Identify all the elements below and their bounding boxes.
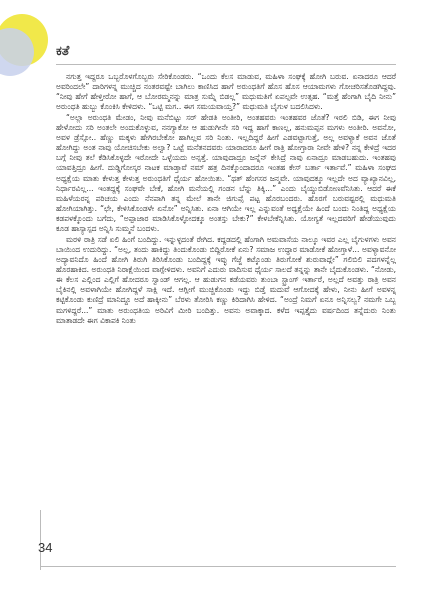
article-body [56,72,396,552]
paragraph: ನಗುತ್ತ ಇದ್ದರೂ ಒಬ್ಬರೊಳಗೊಬ್ಬರು ಸೇರಿಕೊಂಡರು. “ಒಂದು ಕೆಲಸ ಮಾಡುವ, ಮಹಿಳಾ ಸಂಘಕ್ಕೆ ಹೋಗಿ ಬರುವ. ಏನಾದರೂ ಆದರೆ ಅವರಿಂದಲೇ” ದಾರಿಗಳನ್ನ ಮುಚ್ಚಿದ ನಂತರವಷ್ಟೇ ಬಾಗಿಲು ಕಾಣಿಸಿದ ಹಾಗೆ ಅರುಂಧತಿಗೆ ಹೊಸ ಹೊಸ ಆಯಾಮಗಳು ಗೋಚರಿಸತೊಡಗಿದ್ದವು. “ನೀವು ಹೇಗೆ ಹೇಳ್ತೀರೋ ಹಾಗೆ, ಆ ಬೋರಮ್ಮನನ್ನು ಮಾತ್ರ ಸುಮ್ನೆ ಬಿಡಲ್ಲ” ಮಧುಮತಿಗೆ ಏಪಲ್ಪವೇ ಉತ್ಸಹ. “ಮತ್ತೆ ಹೆಂಗಾಗಿ ಬೈದಿ ನೀನು” ಅರುಂಧತಿ ಹುಬ್ಬು ಕೊಂಕಿಸಿ ಕೇಳಿದಳು. “ಒಟ್ಟಿ ಮಗ.. ಈಗ ಸಮಯವಾಯ್ತ?” ಮಧುಮತಿ ಬೈಗುಳ ಬದಲಿಸಿದಳು. [56,72,396,112]
footer-divider [40,566,396,567]
section-title: ಕತೆ [56,44,70,59]
paragraph: “ಅಲ್ಲಾ ಅರುಂಧತಿ ಮೇಡಂ, ನೀವು ಮನೆಬಿಟ್ಟು ಸರ್ ಹೇಡತಿ ಅಂತೀರಿ, ಅಂತಹವರು ಇಂತಹವರ ಜೊತೆ? ಇರಲಿ ಬಿಡಿ, ಈಗ ನೀವು ಹೇಳೋದು ಸರಿ ಅಂತಲೇ ಅಂದುಕೊಳ್ಳುವ, ನನಗ್ಯಾಕೋ ಆ ಹುಡುಗೀನೇ ಸರಿ ಇದ್ದ ಹಾಗೆ ಕಾಣಲ್ಲ, ಹನುಮಪ್ಪನ ಮಗಳು ಅಂತೀರಿ. ಅವನೋ, ಅವಳ ಡ್ರೆಸ್ಸೋ.. ಹೆಣ್ಣು ಮಕ್ಕಳು ಹೇಗಿರಬೇಕೋ ಹಾಗಿಲ್ಲವ ಸರಿ ನಿಂತು. ಇಲ್ಲದಿದ್ದರೆ ಹೀಗೆ ಎಡವಟ್ಟಾಗುತ್ತೆ, ಅಲ್ಲ ಅವಳ್ಯಾಕೆ ಅವನ ಜೊತೆ ಹೋಗಿದ್ದು ಅಂತ ನಾವು ಯೋಚಿಸಬೇಕು ಅಲ್ವಾ? ಒಟ್ಟೆ ಮನೆತನದವರು ಯಾರಾದರೂ ಹೀಗೆ ರಾತ್ರಿ ಹೋಗ್ತಾರಾ ನೀವೇ ಹೇಳಿ? ನನ್ನ ಕೇಳಿದ್ರೆ ಇದರ ಬಗ್ಗೆ ನೀವು ತಲೆ ಕೆಡಿಸಿಕೊಳ್ಳದೇ ಇರೋದೇ ಒಳ್ಳೆಯದು ಅನ್ಸತ್ತೆ. ಯಾವುದಾದ್ರೂ ಜನ್ನೆನ್ ಕೇಸಿದ್ರೆ ನಾವು ಏನಾದ್ರೂ ಮಾಡಬಹುದು. ಇಂತಹವು ಯಾವತ್ತಿದ್ರೂ ಹೀಗೆ. ದುಡ್ಡಿಗೋಸ್ಕರ ನಾಟಕ ಮಾಡ್ತಾವೆ ನಮ್ ಹತ್ರ ದಿನಕ್ಕೊಂದಾದರೂ ಇಂತಹ ಕೇಸ್ ಬರ್ತಾ ಇರ್ತಾವೆ.” ಮಹಿಳಾ ಸಂಘದ ಅಧ್ಯಕ್ಷೆಯ ಮಾತು ಕೇಳುತ್ತ ಕೇಳುತ್ತ ಅರುಂಧತಿಗೆ ಧೈರ್ಯ ಹೋಯಿತು. “ಥತ್ ಹೆಂಗಸರ ಜನ್ಮವೇ. ಯಾವುದಕ್ಕೂ ಇಲ್ಲದೇ ಅದ ವ್ಯಾಖ್ಯಾನವಿಲ್ಲ, ನಿರ್ಧಾರವಿಲ್ಲ... ಇಂತದ್ದಕ್ಕೆ ಸಂಘವೇ ಬೇಕೆ, ಹೋಗಿ ಮನೆಯಲ್ಲಿ ಗಂಡನ ಬೆನ್ನು ತಿಕ್ಕಿ...” ಎಂದು ಬೈಯ್ದುಬಿಡೋಣವೆನಿಸಿತು. ಆದರೆ ಈಕೆ ಮಹಿಳೆಯರನ್ನ ಪರಿಚಯ ಎಂದು ನೆನಪಾಗಿ ತನ್ನ ಮೇಲೆ ತಾನೇ ಜಿಗುಪ್ಸೆ ಪಟ್ಟ ಹೊರಬಂದರು. ಹೊರಗೆ ಬರುವಷ್ಟರಲ್ಲಿ ಮಧುಮತಿ ಹೋಗಿಯಾಗಿತ್ತು. “ಛೇ, ಕೇಳಿಸಿಕೊಂಡಳೇ ಏನೋ” ಅನ್ನಿಸಿತು. ಏನಾ ಆಗಿಯೇ ಇಲ್ಲ ಎನ್ನುವಂತೆ ಅಧ್ಯಕ್ಷೆಯೇ ಹಿಂದೆ ಬಂದು ನಿಂತಿದ್ದ ಅಧ್ಯಕ್ಷೆಯ ಕಡಪಳಕ್ಕೊಂದು ಬಗೆದು, “ಅಪ್ಪಾಜಾರ ಮಾಡಿಸಿಕೊಳ್ಳೋದಕ್ಕೂ ಅಂತಸ್ತು ಬೇಕು?” ಕೇಳಬೇಕೆನ್ನಿಸಿತು. ಯೋಗ್ಯತೆ ಇಲ್ಲದವರಿಗೆ ಹೇಡೆಯುವುದು ಕೂಡ ಹಾಸ್ಯಾಸ್ಪದ ಅನ್ನಿಸಿ ಸುಮ್ಮನೆ ಬಂದಳು. [56,112,396,234]
header-divider [56,64,396,65]
paragraph: ಮರಳಿ ರಾತ್ರಿ ಸಡೆ ಏಲಿ ಹಿಂಗೆ ಬಂದಿದ್ದು. ಇನ್ನುಳ್ಳದಂತೆ ರೇಗಿದ. ಕದ್ದಡದಲ್ಲಿ ಹೆಂಗಾಗಿ ಅಮವಾಸೆಯ ನಾಲ್ಕೂ ಇವರ ಎಲ್ಲ ಬೈಗುಳಗಳು ಅವನ ಬಾಯಿಂದ ಉದುರಿದ್ದು. “ಅಲ್ಲ, ತಂದು ಹಾಕಿದ್ದು ತಿಂದುಕೊಂಡು ಬಿದ್ದಿರೋಕೆ ಏನು? ಸಮಾಜ ಉದ್ಧಾರ ಮಾಡೋಕೆ ಹೋಗ್ತಾಳೆ... ಅವಳ್ಯಾವನೋ ಅದ್ಯಾವನಿದೊ ಹಿಂದೆ ಹೋಗಿ ತಿರುಗಿ ತಿರಿಸಿಕೊಂಡು ಬಂದಿದ್ದಕ್ಕೆ ಇವ್ಳು ಗೆಜ್ಜೆ ಕಟ್ಕೊಂಡು ತಿರುಗೋಕೆ ಶುರುವಾದ್ಲೇ” ಗಲಿಬಿಲಿ ಪದಗಳನ್ನೆಲ್ಲ ಹೊರಹಾಕಿದ. ಅರುಂಧತಿ ನಿರಾಕ್ಷೆಯಿಂದ ವಾಗ್ಪೇಳಿದಳು. ಅವನಿಗೆ ಎದುರು ವಾದಿಸುವ ಧೈರ್ಯ ಸಾಲದೆ ತನ್ನನ್ನು ತಾನೇ ಬೈದುಕೊಂಡಳು. “ನೋಡು, ಈ ಕೆಲಸ ಎಲ್ಲಿಂದ ಎಲ್ಲಿಗೆ ಹೋದರೂ ಸ್ವಾಂಡ್ ಆಗಲ್ಲ. ಆ ಹುಡುಗನ ಕಡೆಯವರು ತುಂಬಾ ಸ್ಟ್ರಾಂಗ್ ಇರ್ತಾರೆ, ಅಲ್ಲದೆ ಅವತ್ತು ರಾತ್ರಿ ಅವನ ಬೈಕಿನಲ್ಲಿ ಅವಳಾಗಿಯೇ ಹೋಗಿದ್ದಳೆ ಸಾಕ್ಷಿ ಇದೆ. ಆಗ್ಲೀಗೆ ಮುಚ್ಚಿಕೊಂಡು ಇದ್ದು ಬಿಡ್ತೆ ಮದುವೆ ಆಗೋದಕ್ಕೆ ಹೇಳು, ನೀನು ಹೀಗೆ ಅವಳನ್ನ ಕಟ್ಟಿಕೊಂಡು ಕುಣಿದ್ರೆ ಮಾನಿದ್ದೂ ಅದೆ ಹಾಕ್ಕೀನು” ಬೆರಳು ತೋರಿಸಿ ಕಣ್ಣು ಕಿರಿದಾಗಿಸಿ ಹೇಳಿದ. “ಅಂದ್ರೆ ನಿಮಗೆ ಏನೂ ಅನ್ನಿಸಲ್ವ? ನಮಗೇ ಒಬ್ಬ ಮಗಳಿದ್ದರೆ...” ಮಾತು ಅರುಂಧತಿಯ ಅರಿವಿಗೆ ಮೀರಿ ಬಂದಿತ್ತು. ಅವನು ಅವಾಕ್ಕಾದ. ಕಳೆದ ಇಪ್ಪತ್ತೈದು ವರ್ಷದಿಂದ ತನ್ನೆದುರು ನಿಂತು ಮಾತಾಡದೇ ಈಗ ವಿಕಾಪಕಿ ನಿಂತು [56,234,396,325]
page-number: 34 [38,540,53,555]
